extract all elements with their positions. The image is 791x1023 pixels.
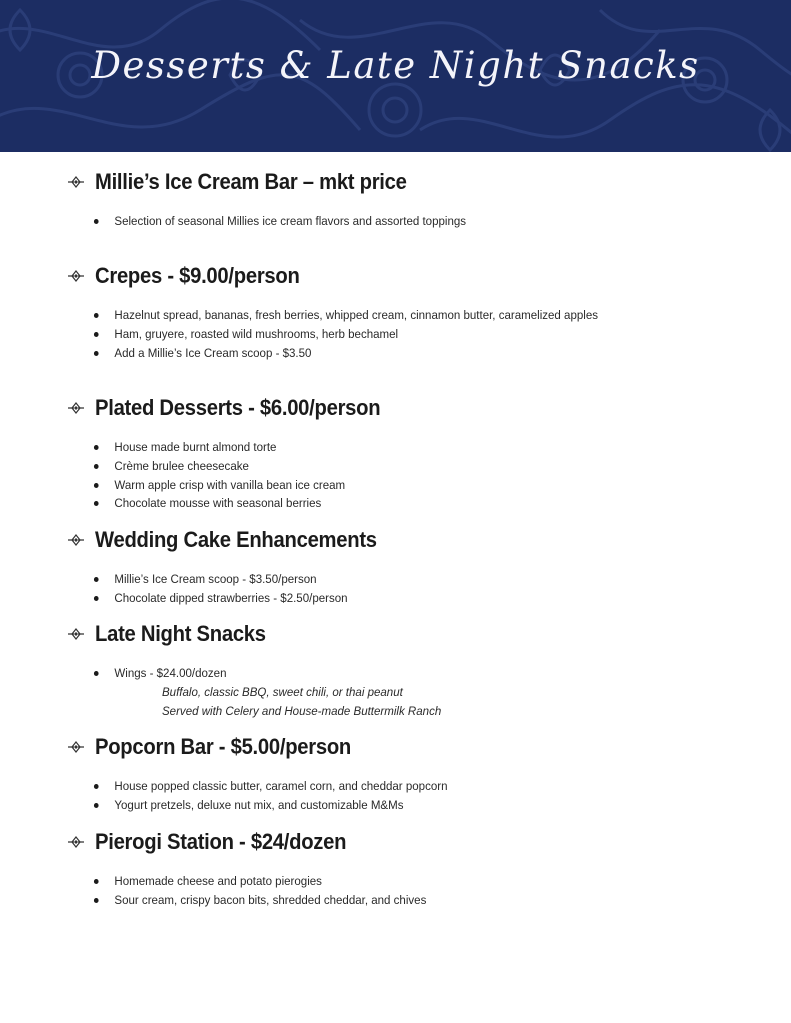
diamond-ornament-icon bbox=[68, 740, 84, 754]
item-text: House popped classic butter, caramel corn, and cheddar popcorn bbox=[114, 779, 448, 793]
diamond-ornament-icon bbox=[68, 627, 84, 641]
bullet-dot-icon bbox=[94, 445, 99, 450]
list-item bbox=[93, 325, 598, 344]
bullet-dot-icon bbox=[94, 577, 99, 582]
item-text: Chocolate dipped strawberries - $2.50/person bbox=[114, 590, 348, 605]
item-text: Sour cream, crispy bacon bits, shredded cheddar, and chives bbox=[114, 892, 427, 907]
item-text: Wings - $24.00/dozen bbox=[114, 666, 227, 680]
item-text: House made burnt almond torte bbox=[114, 440, 277, 454]
list-item bbox=[93, 457, 345, 476]
section-heading bbox=[68, 394, 405, 422]
list-item bbox=[93, 438, 345, 457]
item-list bbox=[93, 664, 237, 683]
section-title: Millie’s Ice Cream Bar – mkt price bbox=[95, 169, 407, 194]
list-item bbox=[93, 570, 348, 589]
diamond-ornament-icon bbox=[68, 835, 84, 849]
list-item bbox=[93, 589, 348, 608]
section-heading bbox=[68, 526, 401, 554]
list-item bbox=[93, 344, 598, 363]
bullet-dot-icon bbox=[94, 784, 99, 789]
item-list bbox=[93, 777, 474, 815]
diamond-ornament-icon bbox=[68, 533, 84, 547]
list-item bbox=[93, 212, 466, 231]
section-title: Popcorn Bar - $5.00/person bbox=[95, 734, 352, 759]
section-heading bbox=[68, 168, 434, 196]
section-title: Plated Desserts - $6.00/person bbox=[95, 395, 381, 420]
item-text: Add a Millie’s Ice Cream scoop - $3.50 bbox=[114, 345, 312, 360]
bullet-dot-icon bbox=[94, 501, 99, 506]
list-item bbox=[93, 664, 226, 683]
section-title: Pierogi Station - $24/dozen bbox=[95, 829, 347, 854]
bullet-dot-icon bbox=[94, 803, 99, 808]
list-item bbox=[93, 872, 426, 891]
diamond-ornament-icon bbox=[68, 175, 84, 189]
item-list bbox=[93, 438, 364, 513]
bullet-dot-icon bbox=[94, 332, 99, 337]
bullet-dot-icon bbox=[94, 879, 99, 884]
item-text: Hazelnut spread, bananas, fresh berries, whipped cream, cinnamon butter, caramelized apples bbox=[114, 308, 599, 322]
bullet-dot-icon bbox=[94, 898, 99, 903]
list-item bbox=[93, 476, 345, 495]
bullet-dot-icon bbox=[94, 671, 99, 676]
list-item bbox=[93, 306, 598, 325]
item-list bbox=[93, 306, 636, 362]
list-item bbox=[93, 796, 447, 815]
header-banner bbox=[0, 0, 791, 152]
item-text: Millie’s Ice Cream scoop - $3.50/person bbox=[114, 572, 317, 586]
item-text: Ham, gruyere, roasted wild mushrooms, herb bechamel bbox=[114, 326, 399, 341]
diamond-ornament-icon bbox=[68, 401, 84, 415]
bullet-dot-icon bbox=[94, 483, 99, 488]
bullet-dot-icon bbox=[94, 464, 99, 469]
item-list bbox=[93, 570, 367, 608]
bullet-dot-icon bbox=[94, 596, 99, 601]
item-text: Homemade cheese and potato pierogies bbox=[114, 874, 322, 888]
item-text: Crème brulee cheesecake bbox=[114, 458, 249, 473]
list-item bbox=[93, 777, 447, 796]
section-title: Crepes - $9.00/person bbox=[95, 263, 300, 288]
item-text: Warm apple crisp with vanilla bean ice cream bbox=[114, 477, 346, 492]
list-item bbox=[93, 891, 426, 910]
bullet-dot-icon bbox=[94, 351, 99, 356]
list-item bbox=[93, 494, 345, 513]
section-heading bbox=[68, 262, 317, 290]
item-text: Chocolate mousse with seasonal berries bbox=[114, 496, 322, 511]
sub-item-text: Served with Celery and House-made Buttermilk Ranch bbox=[162, 704, 442, 718]
item-text: Selection of seasonal Millies ice cream flavors and assorted toppings bbox=[114, 214, 467, 228]
item-list bbox=[93, 212, 494, 231]
item-list bbox=[93, 872, 451, 910]
diamond-ornament-icon bbox=[68, 269, 84, 283]
item-text: Yogurt pretzels, deluxe nut mix, and customizable M&Ms bbox=[114, 797, 404, 812]
sub-item-text: Buffalo, classic BBQ, sweet chili, or thai peanut bbox=[162, 685, 403, 699]
section-heading bbox=[68, 828, 368, 856]
bullet-dot-icon bbox=[94, 313, 99, 318]
section-heading bbox=[68, 733, 373, 761]
section-title: Wedding Cake Enhancements bbox=[95, 527, 377, 552]
page-title: Desserts & Late Night Snacks bbox=[91, 44, 700, 87]
bullet-dot-icon bbox=[94, 219, 99, 224]
section-heading bbox=[68, 620, 281, 648]
section-title: Late Night Snacks bbox=[95, 621, 266, 646]
